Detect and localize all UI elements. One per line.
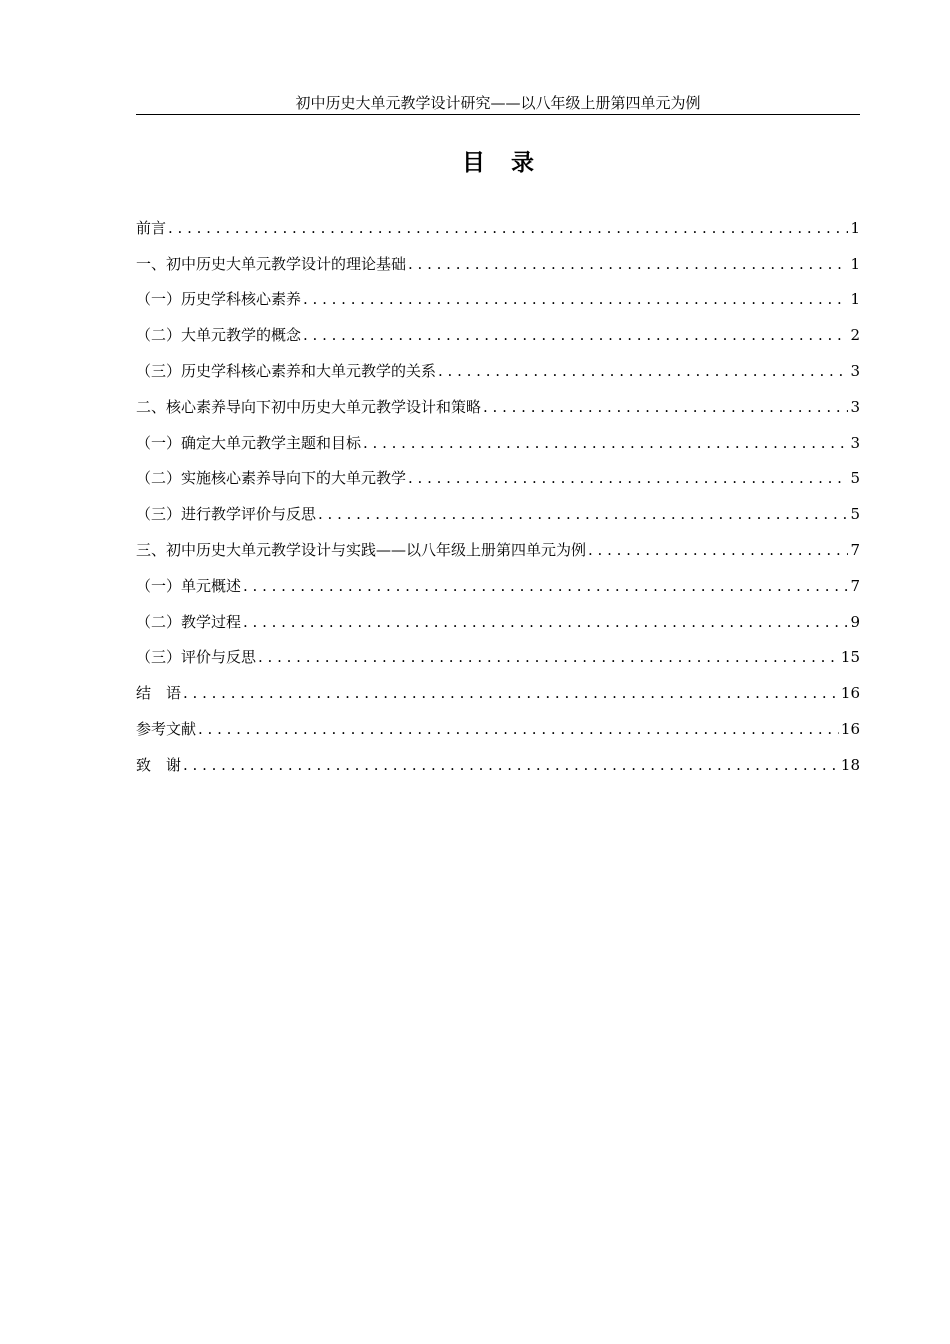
dot-leader (483, 396, 848, 418)
toc-entry-chapter-2[interactable] (136, 382, 860, 418)
toc-entry-section-1-1[interactable] (136, 275, 860, 311)
toc-entry-page: 5 (850, 469, 860, 488)
toc-entry-section-2-2[interactable] (136, 454, 860, 490)
dot-leader (198, 718, 839, 740)
toc-entry-label: （二）大单元教学的概念 (136, 326, 302, 345)
toc-entry-label: （二）教学过程 (136, 612, 242, 631)
toc-entry-section-2-3[interactable] (136, 489, 860, 525)
toc-entry-label: （三）进行教学评价与反思 (136, 505, 317, 524)
toc-entry-page: 7 (850, 540, 860, 559)
dot-leader (303, 324, 848, 346)
toc-entry-label: （三）评价与反思 (136, 648, 257, 667)
toc-entry-page: 3 (850, 361, 860, 380)
toc-entry-page: 15 (840, 648, 860, 667)
toc-entry-page: 3 (850, 397, 860, 416)
toc-entry-section-3-2[interactable] (136, 597, 860, 633)
toc-entry-page: 7 (850, 576, 860, 595)
toc-entry-section-3-1[interactable] (136, 561, 860, 597)
toc-entry-section-2-1[interactable] (136, 418, 860, 454)
dot-leader (258, 646, 839, 668)
toc-entry-acknowledgements[interactable] (136, 740, 860, 776)
toc-entry-page: 1 (850, 290, 860, 309)
toc-entry-page: 3 (850, 433, 860, 452)
toc-entry-conclusion[interactable] (136, 668, 860, 704)
toc-entry-section-1-3[interactable] (136, 346, 860, 382)
toc-entry-label: 三、初中历史大单元教学设计与实践——以八年级上册第四单元为例 (136, 540, 587, 559)
dot-leader (318, 503, 848, 525)
dot-leader (588, 539, 848, 561)
dot-leader (243, 575, 848, 597)
dot-leader (408, 467, 848, 489)
toc-entry-label: 一、初中历史大单元教学设计的理论基础 (136, 254, 407, 273)
toc-entry-page: 2 (850, 326, 860, 345)
toc-entry-page: 16 (840, 684, 860, 703)
toc-entry-page: 9 (850, 612, 860, 631)
table-of-contents (136, 203, 860, 776)
toc-entry-label: 前言 (136, 218, 167, 237)
dot-leader (243, 611, 848, 633)
toc-entry-preface[interactable] (136, 203, 860, 239)
toc-entry-page: 1 (850, 218, 860, 237)
toc-entry-page: 5 (850, 505, 860, 524)
toc-entry-label: （一）历史学科核心素养 (136, 290, 302, 309)
toc-entry-references[interactable] (136, 704, 860, 740)
dot-leader (183, 682, 839, 704)
toc-entry-page: 18 (840, 755, 860, 774)
toc-entry-section-3-3[interactable] (136, 633, 860, 669)
toc-entry-label: （三）历史学科核心素养和大单元教学的关系 (136, 361, 437, 380)
toc-entry-label: （一）确定大单元教学主题和目标 (136, 433, 362, 452)
dot-leader (408, 253, 848, 275)
toc-entry-chapter-3[interactable] (136, 525, 860, 561)
toc-title: 目录 (462, 150, 560, 176)
toc-entry-page: 1 (850, 254, 860, 273)
toc-entry-chapter-1[interactable] (136, 239, 860, 275)
toc-entry-page: 16 (840, 719, 860, 738)
dot-leader (363, 432, 848, 454)
toc-entry-label: （一）单元概述 (136, 576, 242, 595)
dot-leader (168, 217, 848, 239)
running-header: 初中历史大单元教学设计研究——以八年级上册第四单元为例 (136, 92, 860, 115)
dot-leader (303, 288, 848, 310)
toc-entry-label: 二、核心素养导向下初中历史大单元教学设计和策略 (136, 397, 482, 416)
toc-entry-label: 参考文献 (136, 719, 197, 738)
toc-entry-label: 致 谢 (136, 755, 182, 774)
toc-entry-label: （二）实施核心素养导向下的大单元教学 (136, 469, 407, 488)
toc-entry-label: 结 语 (136, 684, 182, 703)
toc-entry-section-1-2[interactable] (136, 310, 860, 346)
dot-leader (438, 360, 848, 382)
dot-leader (183, 754, 839, 776)
